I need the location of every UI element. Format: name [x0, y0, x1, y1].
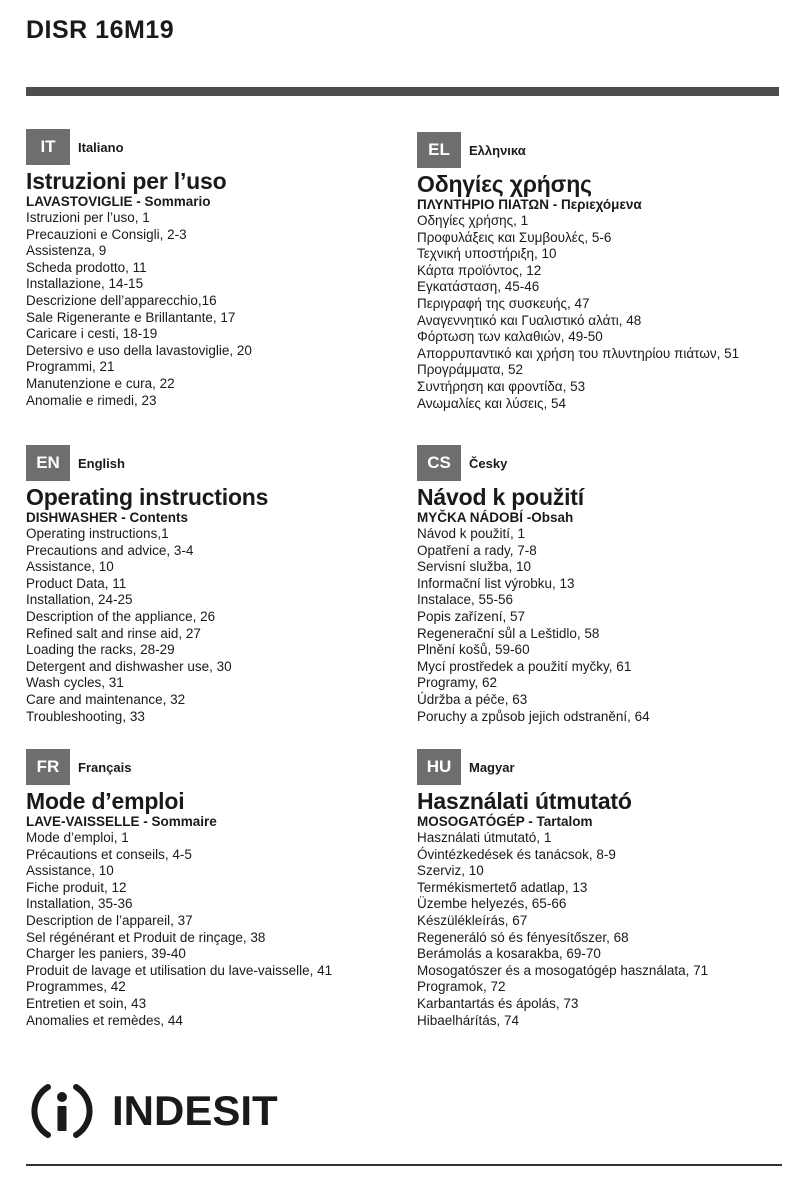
contents-item: Instalace, 55-56	[417, 592, 514, 608]
contents-list	[417, 526, 797, 725]
contents-item: Detersivo e uso della lavastoviglie, 20	[26, 342, 252, 358]
section-title: Οδηγίες χρήσης	[417, 171, 592, 197]
contents-item: Installation, 35-36	[26, 896, 133, 912]
contents-item: Scheda prodotto, 11	[26, 259, 147, 275]
contents-item: Προφυλάξεις και Συμβουλές, 5-6	[417, 229, 612, 245]
contents-item: Charger les paniers, 39-40	[26, 946, 186, 962]
contents-item: Loading the racks, 28-29	[26, 642, 175, 658]
contents-item: Troubleshooting, 33	[26, 708, 145, 724]
indesit-logo-icon	[26, 1081, 98, 1141]
language-name: Italiano	[78, 139, 124, 155]
contents-item: Care and maintenance, 32	[26, 691, 186, 707]
contents-item: Anomalies et remèdes, 44	[26, 1012, 183, 1028]
contents-item: Description de l’appareil, 37	[26, 912, 193, 928]
language-name: Français	[78, 759, 132, 775]
indesit-logo	[26, 1081, 278, 1141]
contents-item: Návod k použití, 1	[417, 526, 526, 541]
contents-item: Hibaelhárítás, 74	[417, 1012, 520, 1028]
section-fr	[26, 749, 406, 1029]
contents-item: Óvintézkedések és tanácsok, 8-9	[417, 846, 616, 862]
section-subtitle: DISHWASHER - Contents	[26, 510, 188, 525]
contents-item: Precauzioni e Consigli, 2-3	[26, 226, 187, 242]
contents-item: Regeneráló só és fényesítőszer, 68	[417, 929, 629, 945]
contents-item: Anomalie e rimedi, 23	[26, 392, 157, 408]
contents-item: Üzembe helyezés, 65-66	[417, 896, 567, 912]
contents-item: Ανωμαλίες και λύσεις, 54	[417, 395, 566, 411]
bottom-divider-line	[26, 1164, 782, 1166]
contents-item: Údržba a péče, 63	[417, 691, 528, 707]
contents-item: Αναγεννητικό και Γυαλιστικό αλάτι, 48	[417, 312, 642, 328]
contents-item: Regenerační sůl a Leštidlo, 58	[417, 625, 600, 641]
contents-item: Entretien et soin, 43	[26, 995, 147, 1011]
language-code-badge: IT	[26, 129, 70, 165]
contents-item: Programy, 62	[417, 675, 498, 691]
contents-item: Précautions et conseils, 4-5	[26, 846, 192, 862]
section-cs	[417, 445, 797, 725]
contents-item: Programmi, 21	[26, 359, 115, 375]
contents-item: Servisní služba, 10	[417, 559, 532, 575]
contents-item: Szerviz, 10	[417, 863, 484, 879]
contents-list	[417, 213, 797, 412]
contents-item: Assistance, 10	[26, 559, 114, 575]
contents-item: Caricare i cesti, 18-19	[26, 326, 158, 342]
contents-item: Description of the appliance, 26	[26, 608, 216, 624]
contents-item: Precautions and advice, 3-4	[26, 542, 194, 558]
contents-item: Sel régénérant et Produit de rinçage, 38	[26, 929, 266, 945]
contents-item: Installazione, 14-15	[26, 276, 144, 292]
contents-item: Assistenza, 9	[26, 243, 107, 259]
contents-item: Plnění košů, 59-60	[417, 642, 530, 658]
brand-wordmark: INDESIT	[112, 1087, 278, 1134]
top-divider-bar	[26, 87, 779, 96]
contents-item: Istruzioni per l’uso, 1	[26, 210, 150, 225]
contents-item: Τεχνική υποστήριξη, 10	[417, 246, 557, 262]
language-name: Ελληνικα	[469, 142, 526, 158]
contents-item: Κάρτα προϊόντος, 12	[417, 262, 542, 278]
contents-item: Sale Rigenerante e Brillantante, 17	[26, 309, 236, 325]
contents-item: Termékismertető adatlap, 13	[417, 879, 588, 895]
section-title: Operating instructions	[26, 484, 269, 510]
contents-item: Informační list výrobku, 13	[417, 575, 575, 591]
contents-list	[26, 210, 406, 409]
contents-item: Poruchy a způsob jejich odstranění, 64	[417, 708, 650, 724]
contents-item: Wash cycles, 31	[26, 675, 124, 691]
contents-item: Product Data, 11	[26, 575, 127, 591]
contents-item: Refined salt and rinse aid, 27	[26, 625, 201, 641]
section-subtitle: MOSOGATÓGÉP - Tartalom	[417, 814, 593, 829]
contents-item: Προγράμματα, 52	[417, 362, 523, 378]
contents-item: Használati útmutató, 1	[417, 830, 552, 845]
language-code-badge: HU	[417, 749, 461, 785]
language-name: English	[78, 455, 125, 471]
contents-item: Manutenzione e cura, 22	[26, 375, 175, 391]
contents-item: Karbantartás és ápolás, 73	[417, 995, 579, 1011]
section-title: Istruzioni per l’uso	[26, 168, 227, 194]
section-subtitle: ΠΛΥΝΤΗΡΙΟ ΠΙΑΤΩΝ - Περιεχόμενα	[417, 197, 642, 212]
contents-list	[26, 526, 406, 725]
contents-list	[417, 830, 797, 1029]
contents-item: Mode d’emploi, 1	[26, 830, 129, 845]
contents-item: Opatření a rady, 7-8	[417, 542, 537, 558]
contents-item: Produit de lavage et utilisation du lave-vaisselle, 41	[26, 962, 333, 978]
section-subtitle: LAVE-VAISSELLE - Sommaire	[26, 814, 217, 829]
language-code-badge: EL	[417, 132, 461, 168]
contents-list	[26, 830, 406, 1029]
section-title: Használati útmutató	[417, 788, 632, 814]
contents-item: Συντήρηση και φροντίδα, 53	[417, 378, 586, 394]
contents-item: Απορρυπαντικό και χρήση του πλυντηρίου πιάτων, 51	[417, 345, 740, 361]
contents-item: Φόρτωση των καλαθιών, 49-50	[417, 329, 603, 345]
contents-item: Detergent and dishwasher use, 30	[26, 658, 232, 674]
language-name: Magyar	[469, 759, 515, 775]
contents-item: Mycí prostředek a použití myčky, 61	[417, 658, 632, 674]
section-hu	[417, 749, 797, 1029]
contents-item: Operating instructions,1	[26, 526, 169, 541]
contents-item: Οδηγίες χρήσης, 1	[417, 213, 529, 228]
section-en	[26, 445, 406, 725]
language-code-badge: EN	[26, 445, 70, 481]
language-code-badge: FR	[26, 749, 70, 785]
section-subtitle: LAVASTOVIGLIE - Sommario	[26, 194, 211, 209]
section-subtitle: MYČKA NÁDOBÍ -Obsah	[417, 510, 574, 525]
model-number: DISR 16M19	[26, 16, 175, 44]
language-code-badge: CS	[417, 445, 461, 481]
contents-item: Popis zařízení, 57	[417, 608, 526, 624]
section-title: Mode d’emploi	[26, 788, 185, 814]
contents-item: Készülékleírás, 67	[417, 912, 528, 928]
contents-item: Mosogatószer és a mosogatógép használata, 71	[417, 962, 709, 978]
contents-item: Εγκατάσταση, 45-46	[417, 279, 540, 295]
contents-item: Programmes, 42	[26, 979, 126, 995]
contents-item: Περιγραφή της συσκευής, 47	[417, 295, 590, 311]
contents-item: Berámolás a kosarakba, 69-70	[417, 946, 601, 962]
section-it	[26, 129, 406, 409]
section-title: Návod k použití	[417, 484, 584, 510]
contents-item: Programok, 72	[417, 979, 506, 995]
language-name: Česky	[469, 455, 508, 471]
contents-item: Fiche produit, 12	[26, 879, 127, 895]
contents-item: Assistance, 10	[26, 863, 114, 879]
contents-item: Descrizione dell’apparecchio,16	[26, 292, 217, 308]
contents-item: Installation, 24-25	[26, 592, 133, 608]
section-el	[417, 132, 797, 412]
